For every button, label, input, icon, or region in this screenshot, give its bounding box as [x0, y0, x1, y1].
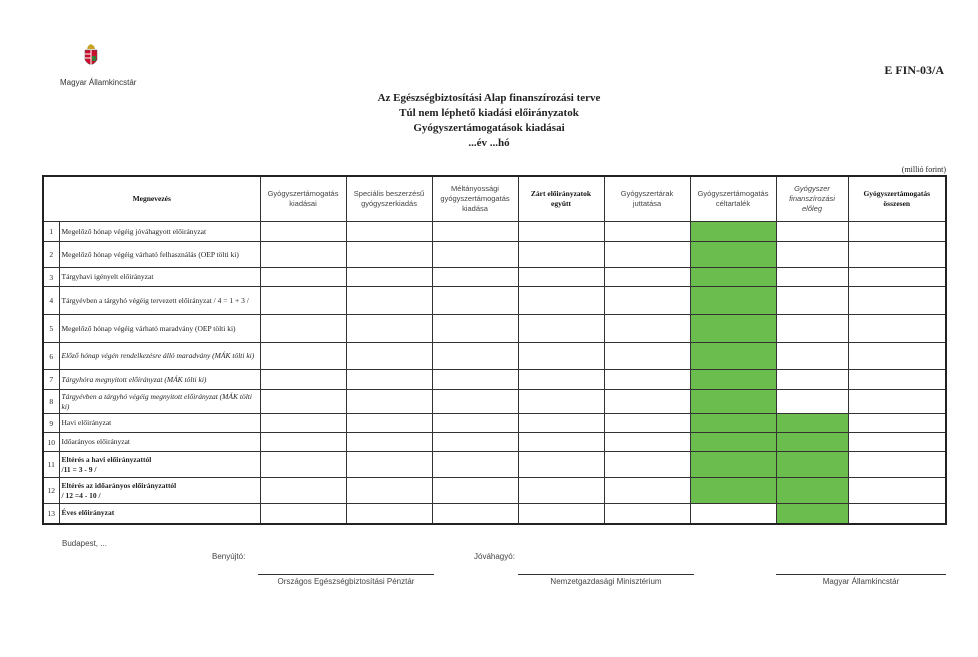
data-cell[interactable]: [518, 268, 604, 287]
data-cell[interactable]: [432, 268, 518, 287]
data-cell[interactable]: [690, 268, 776, 287]
data-cell[interactable]: [604, 268, 690, 287]
data-cell[interactable]: [432, 390, 518, 414]
data-cell[interactable]: [690, 390, 776, 414]
data-cell[interactable]: [690, 478, 776, 504]
data-cell[interactable]: [518, 343, 604, 370]
signature-line: [258, 574, 434, 575]
data-cell[interactable]: [848, 268, 946, 287]
signature-line: [776, 574, 946, 575]
data-cell[interactable]: [346, 370, 432, 390]
title-line: Az Egészségbiztosítási Alap finanszírozási terve: [377, 92, 601, 104]
data-cell[interactable]: [346, 315, 432, 343]
row-label-text: Megelőző hónap végéig jóváhagyott előirányzat: [61, 226, 207, 236]
data-cell[interactable]: [260, 242, 346, 268]
data-cell[interactable]: [346, 287, 432, 315]
row-number: 8: [43, 390, 59, 414]
row-label-text: Eltérés a havi előirányzattól: [61, 454, 152, 464]
row-number: 4: [43, 287, 59, 315]
row-label: [59, 287, 260, 315]
row-number: 5: [43, 315, 59, 343]
row-label-text: Tárgyévben a tárgyhó végéig megnyitott előirányzat (MÁK tölti ki): [61, 391, 252, 411]
table-row: [43, 370, 946, 390]
data-cell[interactable]: [346, 343, 432, 370]
data-cell[interactable]: [432, 242, 518, 268]
submitter-label: Benyújtó:: [212, 552, 246, 561]
data-cell[interactable]: [776, 222, 848, 242]
data-cell[interactable]: [346, 268, 432, 287]
data-cell[interactable]: [690, 452, 776, 478]
data-cell[interactable]: [432, 504, 518, 524]
data-cell[interactable]: [690, 504, 776, 524]
title-line: Túl nem léphető kiadási előirányzatok: [399, 107, 579, 119]
row-label: [59, 390, 260, 414]
data-cell[interactable]: [776, 452, 848, 478]
row-label: [59, 242, 260, 268]
col-header: Speciális beszerzésű gyógyszerkiadás: [346, 176, 432, 222]
header-row: [43, 176, 946, 222]
data-cell[interactable]: [260, 504, 346, 524]
col-header: Gyógyszer finanszírozási előleg: [776, 176, 848, 222]
col-header-megnevezes: Megnevezés: [43, 176, 260, 222]
data-cell[interactable]: [604, 287, 690, 315]
row-label-text: Tárgyhavi igényelt előirányzat: [61, 272, 154, 281]
data-cell[interactable]: [776, 370, 848, 390]
data-cell[interactable]: [518, 504, 604, 524]
data-cell[interactable]: [690, 222, 776, 242]
data-cell[interactable]: [848, 315, 946, 343]
table-row: [43, 287, 946, 315]
col-header: Gyógyszertámogatás kiadásai: [260, 176, 346, 222]
row-label: [59, 222, 260, 242]
data-cell[interactable]: [776, 287, 848, 315]
data-cell[interactable]: [604, 504, 690, 524]
data-cell[interactable]: [690, 414, 776, 433]
data-cell[interactable]: [260, 390, 346, 414]
data-cell[interactable]: [604, 315, 690, 343]
row-number: 2: [43, 242, 59, 268]
data-cell[interactable]: [690, 343, 776, 370]
data-cell[interactable]: [604, 343, 690, 370]
data-cell[interactable]: [260, 315, 346, 343]
row-label-text: Tárgyévben a tárgyhó végéig tervezett előirányzat / 4 = 1 + 3 /: [61, 295, 249, 305]
data-cell[interactable]: [690, 433, 776, 452]
coat-of-arms-icon: [82, 44, 100, 70]
data-cell[interactable]: [604, 452, 690, 478]
row-label-text: Megelőző hónap végéig várható felhasználás (OEP tölti ki): [61, 249, 239, 259]
data-cell[interactable]: [848, 452, 946, 478]
form-code: E FIN-03/A: [884, 63, 944, 77]
data-cell[interactable]: [848, 504, 946, 524]
data-cell[interactable]: [604, 414, 690, 433]
data-cell[interactable]: [260, 343, 346, 370]
data-cell[interactable]: [260, 433, 346, 452]
col-header: Gyógyszertámogatás összesen: [848, 176, 946, 222]
data-cell[interactable]: [346, 222, 432, 242]
table-row: [43, 268, 946, 287]
data-cell[interactable]: [518, 370, 604, 390]
data-cell[interactable]: [518, 390, 604, 414]
data-cell[interactable]: [518, 315, 604, 343]
table-row: [43, 315, 946, 343]
title-line: Gyógyszertámogatások kiadásai: [413, 122, 565, 134]
row-number: 13: [43, 504, 59, 524]
row-label: [59, 452, 260, 478]
row-number: 12: [43, 478, 59, 504]
signatory-oep: Országos Egészségbiztosítási Pénztár: [277, 577, 415, 586]
data-cell[interactable]: [346, 452, 432, 478]
table-row: [43, 433, 946, 452]
data-cell[interactable]: [776, 478, 848, 504]
col-header: Méltányossági gyógyszertámogatás kiadása: [432, 176, 518, 222]
data-cell[interactable]: [776, 414, 848, 433]
data-cell[interactable]: [848, 370, 946, 390]
data-cell[interactable]: [346, 414, 432, 433]
signature-line: [518, 574, 694, 575]
data-cell[interactable]: [848, 433, 946, 452]
data-cell[interactable]: [776, 390, 848, 414]
data-cell[interactable]: [260, 287, 346, 315]
row-label: [59, 478, 260, 504]
row-label-formula: / 12 =4 - 10 /: [61, 490, 101, 500]
data-cell[interactable]: [848, 478, 946, 504]
data-cell[interactable]: [776, 315, 848, 343]
row-label-text: Tárgyhóra megnyitott előirányzat (MÁK tölti ki): [61, 374, 207, 384]
row-number: 6: [43, 343, 59, 370]
data-cell[interactable]: [848, 414, 946, 433]
data-cell[interactable]: [432, 222, 518, 242]
data-cell[interactable]: [604, 222, 690, 242]
data-cell[interactable]: [260, 268, 346, 287]
data-cell[interactable]: [848, 343, 946, 370]
data-cell[interactable]: [690, 370, 776, 390]
table-row: [43, 222, 946, 242]
data-cell[interactable]: [432, 433, 518, 452]
document-title: [0, 91, 978, 151]
table-row: [43, 414, 946, 433]
signatory-treasury: Magyar Államkincstár: [822, 577, 900, 586]
place-date: Budapest, ...: [62, 539, 107, 548]
data-cell[interactable]: [432, 414, 518, 433]
row-number: 11: [43, 452, 59, 478]
row-label-text: Éves előirányzat: [61, 508, 115, 518]
data-cell[interactable]: [260, 478, 346, 504]
data-cell[interactable]: [604, 478, 690, 504]
data-cell[interactable]: [518, 287, 604, 315]
data-cell[interactable]: [848, 222, 946, 242]
data-cell[interactable]: [604, 390, 690, 414]
data-cell[interactable]: [346, 242, 432, 268]
data-cell[interactable]: [604, 370, 690, 390]
table-row: [43, 504, 946, 524]
data-cell[interactable]: [346, 478, 432, 504]
data-cell[interactable]: [518, 478, 604, 504]
col-header: Zárt előirányzatok együtt: [518, 176, 604, 222]
col-header: Gyógyszertámogatás céltartalék: [690, 176, 776, 222]
row-label-text: Eltérés az időarányos előirányzattól: [61, 480, 177, 490]
data-cell[interactable]: [518, 414, 604, 433]
data-cell[interactable]: [776, 343, 848, 370]
row-label-formula: /11 = 3 - 9 /: [61, 464, 97, 474]
data-cell[interactable]: [432, 287, 518, 315]
data-cell[interactable]: [518, 452, 604, 478]
data-cell[interactable]: [776, 268, 848, 287]
data-cell[interactable]: [432, 315, 518, 343]
row-label: [59, 414, 260, 433]
data-cell[interactable]: [848, 242, 946, 268]
data-cell[interactable]: [260, 452, 346, 478]
table-row: [43, 452, 946, 478]
row-number: 1: [43, 222, 59, 242]
table-row: [43, 343, 946, 370]
data-cell[interactable]: [690, 242, 776, 268]
data-cell[interactable]: [432, 343, 518, 370]
data-cell[interactable]: [518, 433, 604, 452]
row-label: [59, 315, 260, 343]
data-cell[interactable]: [690, 287, 776, 315]
row-label-text: Havi előirányzat: [61, 418, 112, 427]
data-cell[interactable]: [604, 242, 690, 268]
title-line: ...év ...hó: [468, 137, 510, 149]
data-cell[interactable]: [776, 433, 848, 452]
data-cell[interactable]: [432, 478, 518, 504]
data-cell[interactable]: [690, 315, 776, 343]
row-label: [59, 268, 260, 287]
row-number: 3: [43, 268, 59, 287]
table-row: [43, 242, 946, 268]
data-cell[interactable]: [432, 452, 518, 478]
row-label-text: Időarányos előirányzat: [61, 437, 131, 446]
table-row: [43, 390, 946, 414]
data-cell[interactable]: [346, 390, 432, 414]
data-cell[interactable]: [848, 287, 946, 315]
row-label: [59, 370, 260, 390]
data-cell[interactable]: [776, 242, 848, 268]
data-cell[interactable]: [432, 370, 518, 390]
row-label-text: Megelőző hónap végéig várható maradvány (OEP tölti ki): [61, 323, 236, 333]
data-cell[interactable]: [260, 222, 346, 242]
row-label: [59, 343, 260, 370]
row-label: [59, 504, 260, 524]
approver-label: Jóváhagyó:: [474, 552, 515, 561]
budget-table: [42, 175, 947, 525]
data-cell[interactable]: [604, 433, 690, 452]
signatory-ministry: Nemzetgazdasági Minisztérium: [550, 577, 662, 586]
unit-label: (millió forint): [901, 165, 946, 174]
table-row: [43, 478, 946, 504]
data-cell[interactable]: [518, 242, 604, 268]
row-number: 10: [43, 433, 59, 452]
data-cell[interactable]: [346, 433, 432, 452]
org-name: Magyar Államkincstár: [60, 78, 137, 87]
data-cell[interactable]: [260, 370, 346, 390]
data-cell[interactable]: [518, 222, 604, 242]
col-header: Gyógyszertárak juttatása: [604, 176, 690, 222]
data-cell[interactable]: [848, 390, 946, 414]
data-cell[interactable]: [346, 504, 432, 524]
row-number: 7: [43, 370, 59, 390]
row-label: [59, 433, 260, 452]
data-cell[interactable]: [776, 504, 848, 524]
row-number: 9: [43, 414, 59, 433]
row-label-text: Előző hónap végén rendelkezésre álló maradvány (MÁK tölti ki): [61, 351, 255, 360]
data-cell[interactable]: [260, 414, 346, 433]
